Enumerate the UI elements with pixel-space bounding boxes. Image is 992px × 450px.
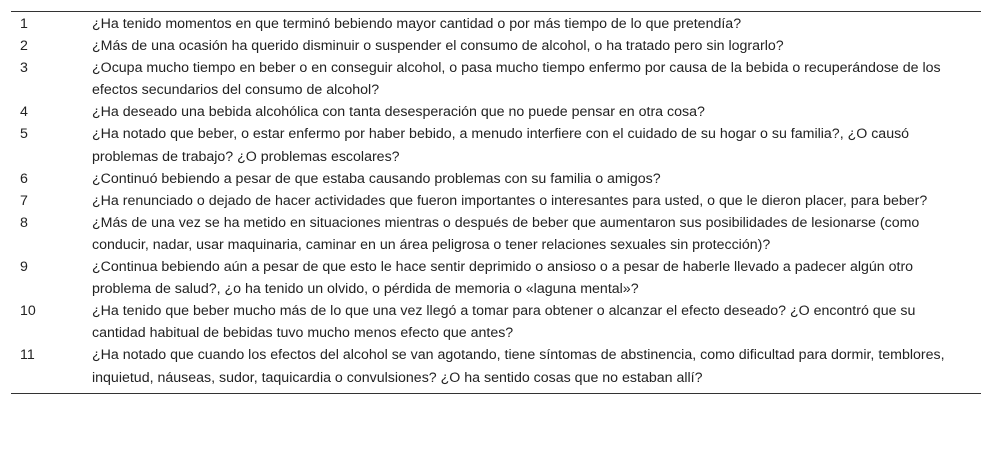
- table-row: [11, 57, 981, 101]
- table-row: [11, 35, 981, 57]
- questionnaire-body: [11, 12, 981, 394]
- question-number: 11: [20, 347, 35, 364]
- question-text: ¿Continua bebiendo aún a pesar de que esto le hace sentir deprimido o ansioso o a pesar de haberle llevado a padecer algún otro problema de salud?, ¿o ha tenido un olvido, o pérdida de memoria o «laguna mental»?: [92, 259, 914, 298]
- table-row: [11, 168, 981, 190]
- table-row: [11, 190, 981, 212]
- question-text: ¿Ha deseado una bebida alcohólica con tanta desesperación que no puede pensar en otra cosa?: [92, 104, 705, 121]
- question-text: ¿Ha notado que beber, o estar enfermo por haber bebido, a menudo interfiere con el cuidado de su hogar o su familia?, ¿O causó problemas de trabajo? ¿O problemas escolares?: [92, 126, 910, 165]
- question-number: 1: [20, 16, 28, 32]
- question-number: 3: [20, 60, 28, 77]
- question-text: ¿Continuó bebiendo a pesar de que estaba causando problemas con su familia o amigos?: [92, 170, 661, 187]
- table-row: [11, 12, 981, 36]
- question-number: 5: [20, 126, 28, 143]
- question-text: ¿Ha tenido momentos en que terminó bebiendo mayor cantidad o por más tiempo de lo que pretendía?: [92, 16, 742, 32]
- question-number: 4: [20, 104, 28, 121]
- question-number: 10: [20, 303, 36, 320]
- question-text: ¿Ocupa mucho tiempo en beber o en conseguir alcohol, o pasa mucho tiempo enfermo por causa de la bebida o recuperándose de los efectos secundarios del consumo de alcohol?: [92, 60, 941, 99]
- question-number: 9: [20, 259, 28, 276]
- question-text: ¿Ha renunciado o dejado de hacer actividades que fueron importantes o interesantes para usted, o que le dieron placer, para beber?: [92, 192, 928, 209]
- table-row: [11, 212, 981, 256]
- question-text: ¿Ha tenido que beber mucho más de lo que una vez llegó a tomar para obtener o alcanzar el efecto deseado? ¿O encontró que su cantidad habitual de bebidas tuvo mucho menos efecto que antes?: [92, 303, 916, 342]
- question-text: ¿Más de una vez se ha metido en situaciones mientras o después de beber que aumentaron sus posibilidades de lesionarse (como conducir, nadar, usar maquinaria, caminar en un área peligrosa o tener relaciones sexuales sin protección)?: [92, 214, 920, 253]
- questionnaire-table-container: [11, 11, 981, 394]
- table-row: [11, 256, 981, 300]
- question-number: 6: [20, 170, 28, 187]
- table-row: [11, 344, 981, 393]
- question-number: 2: [20, 38, 28, 55]
- questionnaire-table: [11, 11, 981, 394]
- table-row: [11, 101, 981, 123]
- question-text: ¿Ha notado que cuando los efectos del alcohol se van agotando, tiene síntomas de abstinencia, como dificultad para dormir, temblores, inquietud, náuseas, sudor, taquicardia o convulsiones? ¿O ha sentido cosas que no estaban allí?: [92, 347, 945, 386]
- question-number: 7: [20, 192, 28, 209]
- question-text: ¿Más de una ocasión ha querido disminuir o suspender el consumo de alcohol, o ha tratado pero sin lograrlo?: [92, 38, 784, 55]
- table-row: [11, 300, 981, 344]
- table-row: [11, 123, 981, 167]
- question-number: 8: [20, 214, 28, 231]
